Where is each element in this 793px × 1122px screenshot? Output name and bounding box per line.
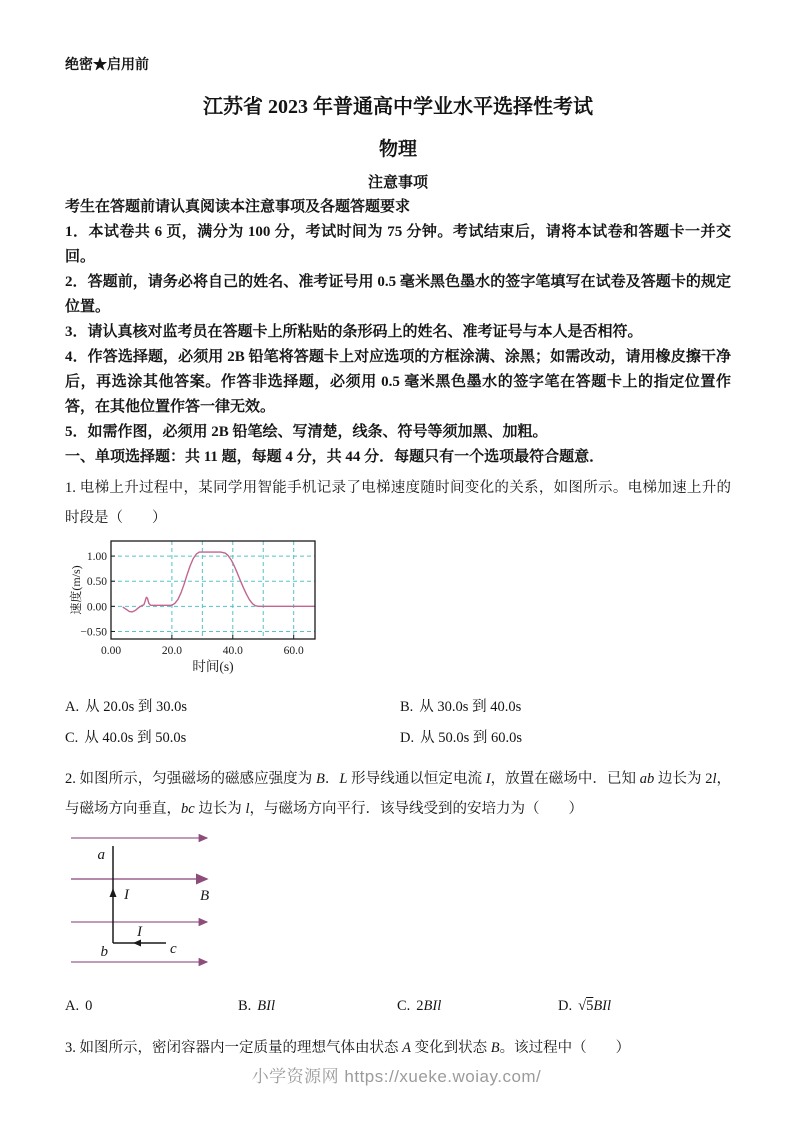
classification-banner: 绝密★启用前 — [65, 58, 149, 73]
option-2d — [558, 995, 731, 1017]
site-watermark: 小学资源网 https://xueke.woiay.com/ — [251, 1067, 542, 1086]
option-2d-label: D. — [558, 998, 573, 1014]
label-b: b — [100, 944, 108, 960]
option-2a-value: 0 — [85, 998, 93, 1014]
x-tick-label: 40.0 — [222, 645, 243, 657]
option-2b-value: BIl — [257, 998, 276, 1014]
label-field-b: B — [200, 888, 210, 904]
option-2a — [65, 995, 238, 1017]
notice-item-4: 4．作答选择题，必须用 2B 铅笔将答题卡上对应选项的方框涂满、涂黑；如需改动，请用橡皮擦干净后，再选涂其他答案。作答非选择题，必须用 0.5 毫米黑色墨水的签字笔在答题卡上的指定位置作答，在其他位置作答一律无效。 — [65, 349, 731, 415]
option-1c-label: C. — [65, 730, 79, 746]
velocity-time-chart — [69, 535, 325, 675]
option-2a-label: A. — [65, 998, 80, 1014]
question-2-figure — [67, 828, 731, 981]
subject-title: 物理 — [378, 139, 417, 160]
question-1-options — [65, 692, 731, 754]
option-1c-text: 从 40.0s 到 50.0s — [84, 730, 187, 746]
label-current-2: I — [137, 924, 142, 940]
option-1d-label: D. — [400, 730, 415, 746]
option-1b-text: 从 30.0s 到 40.0s — [419, 699, 522, 715]
question-1-text: 1. 电梯上升过程中，某同学用智能手机记录了电梯速度随时间变化的关系，如图所示。电梯加速上升的时段是（ ） — [65, 480, 731, 526]
option-2c — [397, 995, 558, 1017]
label-current-1: I — [124, 887, 129, 903]
page-content — [65, 54, 731, 1063]
x-tick-label: 60.0 — [283, 645, 304, 657]
notice-item-2: 2．答题前，请务必将自己的姓名、准考证号用 0.5 毫米黑色墨水的签字笔填写在试卷及答题卡的规定位置。 — [65, 274, 731, 315]
x-axis-label: 时间(s) — [192, 659, 234, 674]
option-1d-text: 从 50.0s 到 60.0s — [420, 730, 523, 746]
option-1d — [400, 723, 731, 754]
option-1b — [400, 692, 731, 723]
current-arrow-up-icon — [110, 888, 117, 897]
question-2-text: 2. 如图所示，匀强磁场的磁感应强度为 B．L 形导线通以恒定电流 I，放置在磁场中．已知 ab 边长为 2l，与磁场方向垂直，bc 边长为 l，与磁场方向平行．该导线受到的安培力为（ ） — [65, 771, 732, 817]
option-2c-value: 2BIl — [416, 998, 442, 1014]
notice-intro: 考生在答题前请认真阅读本注意事项及各题答题要求 — [65, 199, 411, 215]
y-tick-label: −0.50 — [80, 626, 107, 639]
label-c: c — [170, 941, 177, 957]
magnetic-field-diagram — [67, 828, 229, 976]
radical-sign: √ — [578, 998, 587, 1014]
y-tick-label: 0.00 — [86, 601, 107, 614]
x-tick-label: 0.00 — [100, 645, 122, 657]
option-1c — [65, 723, 400, 754]
option-1a-label: A. — [65, 699, 80, 715]
question-2-options — [65, 995, 731, 1017]
notice-heading: 注意事项 — [367, 175, 428, 191]
option-1a-text: 从 20.0s 到 30.0s — [85, 699, 188, 715]
notice-item-3: 3．请认真核对监考员在答题卡上所粘贴的条形码上的姓名、准考证号与本人是否相符。 — [65, 324, 643, 340]
option-2c-label: C. — [397, 998, 411, 1014]
y-axis-label: 速度(m/s) — [69, 565, 83, 615]
page-title: 江苏省 2023 年普通高中学业水平选择性考试 — [203, 96, 593, 118]
current-arrow-left-icon — [133, 940, 141, 947]
question-1-figure — [69, 535, 731, 680]
question-3-text: 3. 如图所示，密闭容器内一定质量的理想气体由状态 A 变化到状态 B。该过程中（ ） — [65, 1040, 631, 1056]
section-heading-single-choice: 一、单项选择题：共 11 题，每题 4 分，共 44 分．每题只有一个选项最符合题意． — [65, 449, 605, 465]
option-1a — [65, 692, 400, 723]
option-1b-label: B. — [400, 699, 414, 715]
option-2d-value: BIl — [593, 998, 612, 1014]
notice-item-5: 5．如需作图，必须用 2B 铅笔绘、写清楚，线条、符号等须加黑、加粗。 — [65, 424, 548, 440]
y-tick-label: 1.00 — [86, 551, 107, 564]
x-tick-label: 20.0 — [161, 645, 182, 657]
option-2b — [238, 995, 397, 1017]
notice-item-1: 1．本试卷共 6 页，满分为 100 分，考试时间为 75 分钟。考试结束后，请将本试卷和答题卡一并交回。 — [65, 224, 731, 265]
label-a: a — [97, 847, 105, 863]
velocity-curve — [123, 552, 315, 612]
option-2b-label: B. — [238, 998, 252, 1014]
radicand: 5 — [586, 998, 594, 1014]
y-tick-label: 0.50 — [86, 576, 107, 589]
